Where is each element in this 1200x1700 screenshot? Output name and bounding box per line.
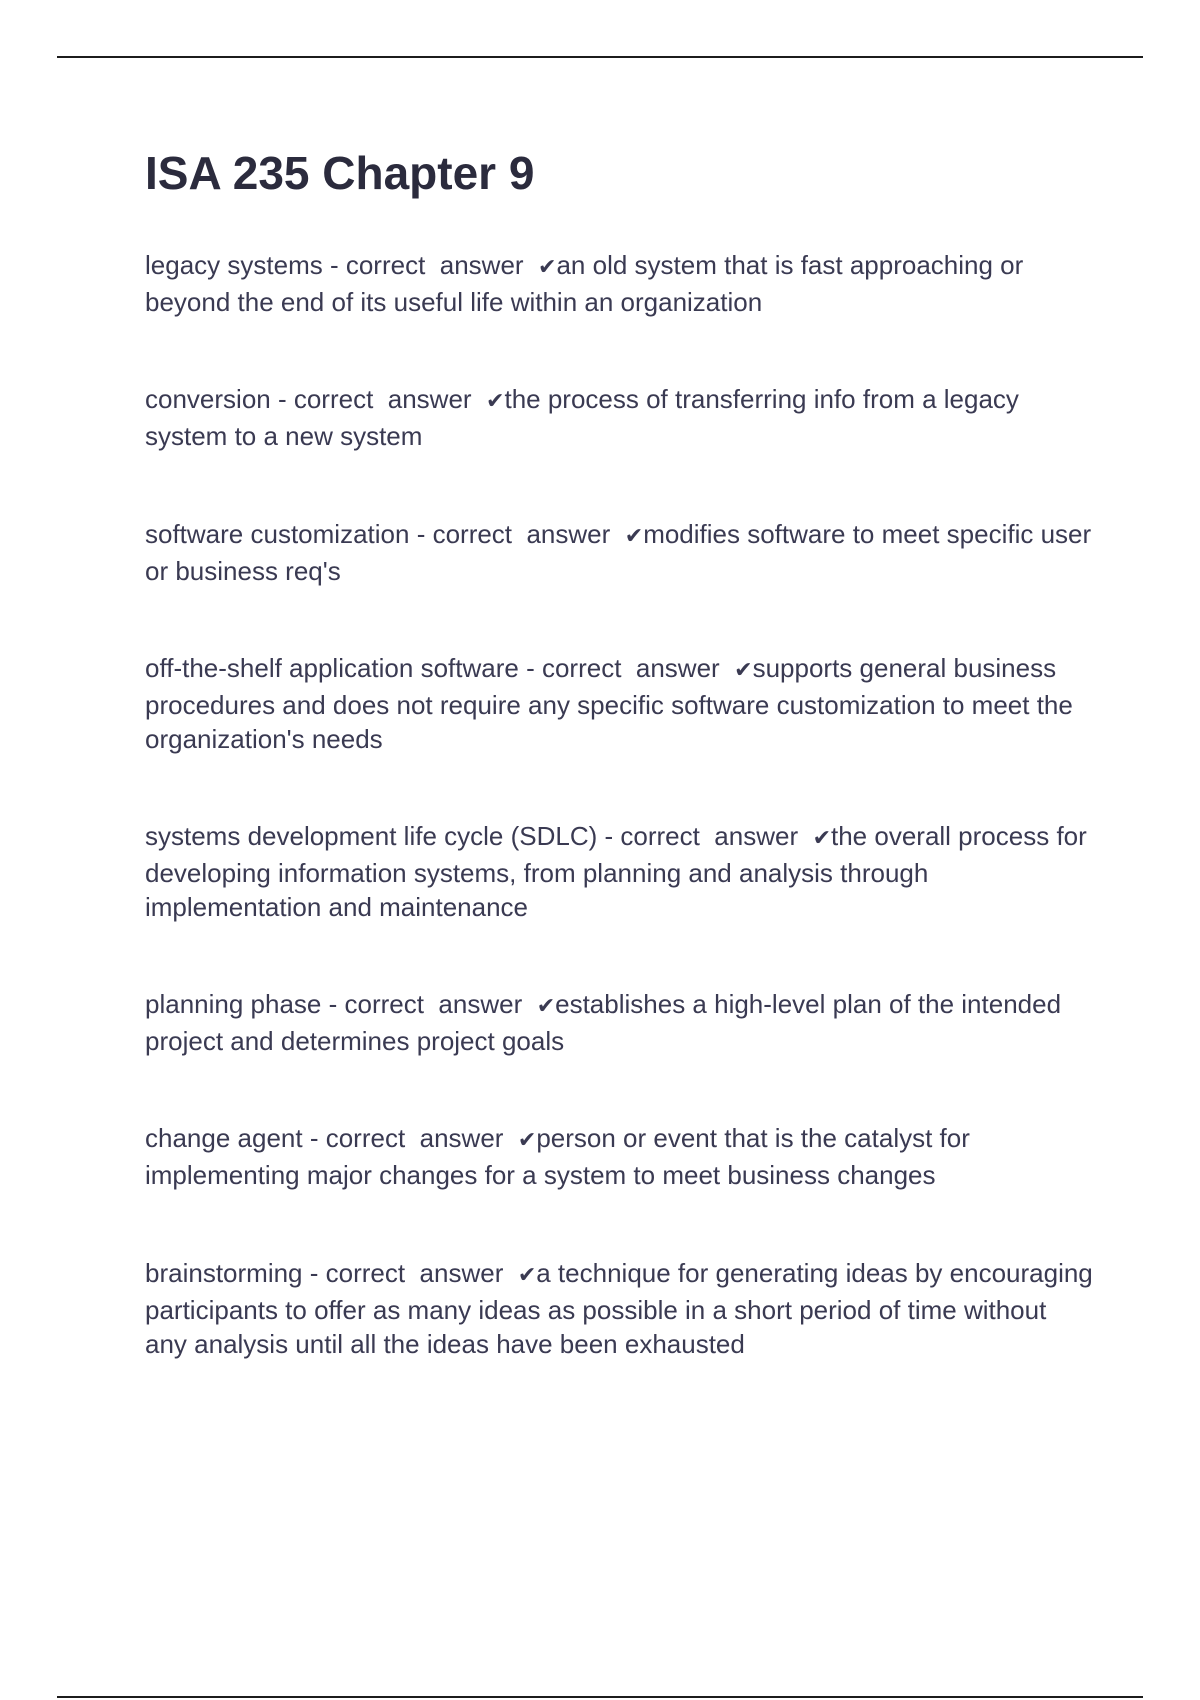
entry-definition: a technique for generating ideas by encouraging participants to offer as many ideas as possible in a short period of time without any analysis until all the ideas have been exhausted (145, 1258, 1093, 1359)
flashcard-entry (145, 1256, 1095, 1361)
checkmark-icon: ✔ (812, 826, 831, 851)
entry-term: change agent (145, 1123, 303, 1153)
entry-term: software customization (145, 519, 410, 549)
answer-marker: - correct answer (309, 1123, 518, 1153)
entry-definition: supports general business procedures and does not require any specific software customization to meet the organization's needs (145, 653, 1073, 754)
answer-marker: - correct answer (309, 1258, 518, 1288)
entry-definition: establishes a high-level plan of the intended project and determines project goals (145, 989, 1062, 1056)
answer-marker: - correct answer (328, 989, 537, 1019)
flashcard-entry (145, 651, 1095, 756)
flashcard-entry (145, 987, 1095, 1058)
checkmark-icon: ✔ (536, 994, 556, 1019)
flashcard-entry (145, 517, 1095, 588)
checkmark-icon: ✔ (517, 1263, 537, 1288)
bottom-rule (57, 1696, 1143, 1698)
entry-term: systems development life cycle (SDLC) (145, 821, 598, 851)
top-rule (57, 56, 1143, 58)
document-title: ISA 235 Chapter 9 (145, 147, 535, 199)
entry-definition: the process of transferring info from a legacy system to a new system (145, 384, 1019, 451)
checkmark-icon: ✔ (734, 658, 753, 683)
entry-definition: person or event that is the catalyst for implementing major changes for a system to meet business changes (145, 1123, 970, 1190)
answer-marker: - correct answer (526, 653, 735, 683)
entry-definition: the overall process for developing information systems, from planning and analysis through implementation and maintenance (145, 821, 1087, 922)
entry-term: off-the-shelf application software (145, 653, 519, 683)
checkmark-icon: ✔ (486, 389, 505, 414)
flashcard-entry (145, 819, 1095, 924)
flashcard-entry (145, 1121, 1095, 1192)
answer-marker: - correct answer (329, 250, 539, 280)
entry-term: conversion (145, 384, 271, 414)
entry-definition: modifies software to meet specific user or business req's (145, 519, 1092, 586)
checkmark-icon: ✔ (624, 524, 644, 549)
flashcard-entry (145, 382, 1095, 453)
entry-term: planning phase (145, 989, 322, 1019)
entry-term: brainstorming (145, 1258, 303, 1288)
checkmark-icon: ✔ (538, 255, 557, 280)
answer-marker: - correct answer (277, 384, 487, 414)
answer-marker: - correct answer (604, 821, 813, 851)
flashcard-entry (145, 248, 1095, 319)
entry-term: legacy systems (145, 250, 323, 280)
answer-marker: - correct answer (416, 519, 625, 549)
entry-definition: an old system that is fast approaching or beyond the end of its useful life within an organization (145, 250, 1024, 317)
checkmark-icon: ✔ (517, 1128, 537, 1153)
